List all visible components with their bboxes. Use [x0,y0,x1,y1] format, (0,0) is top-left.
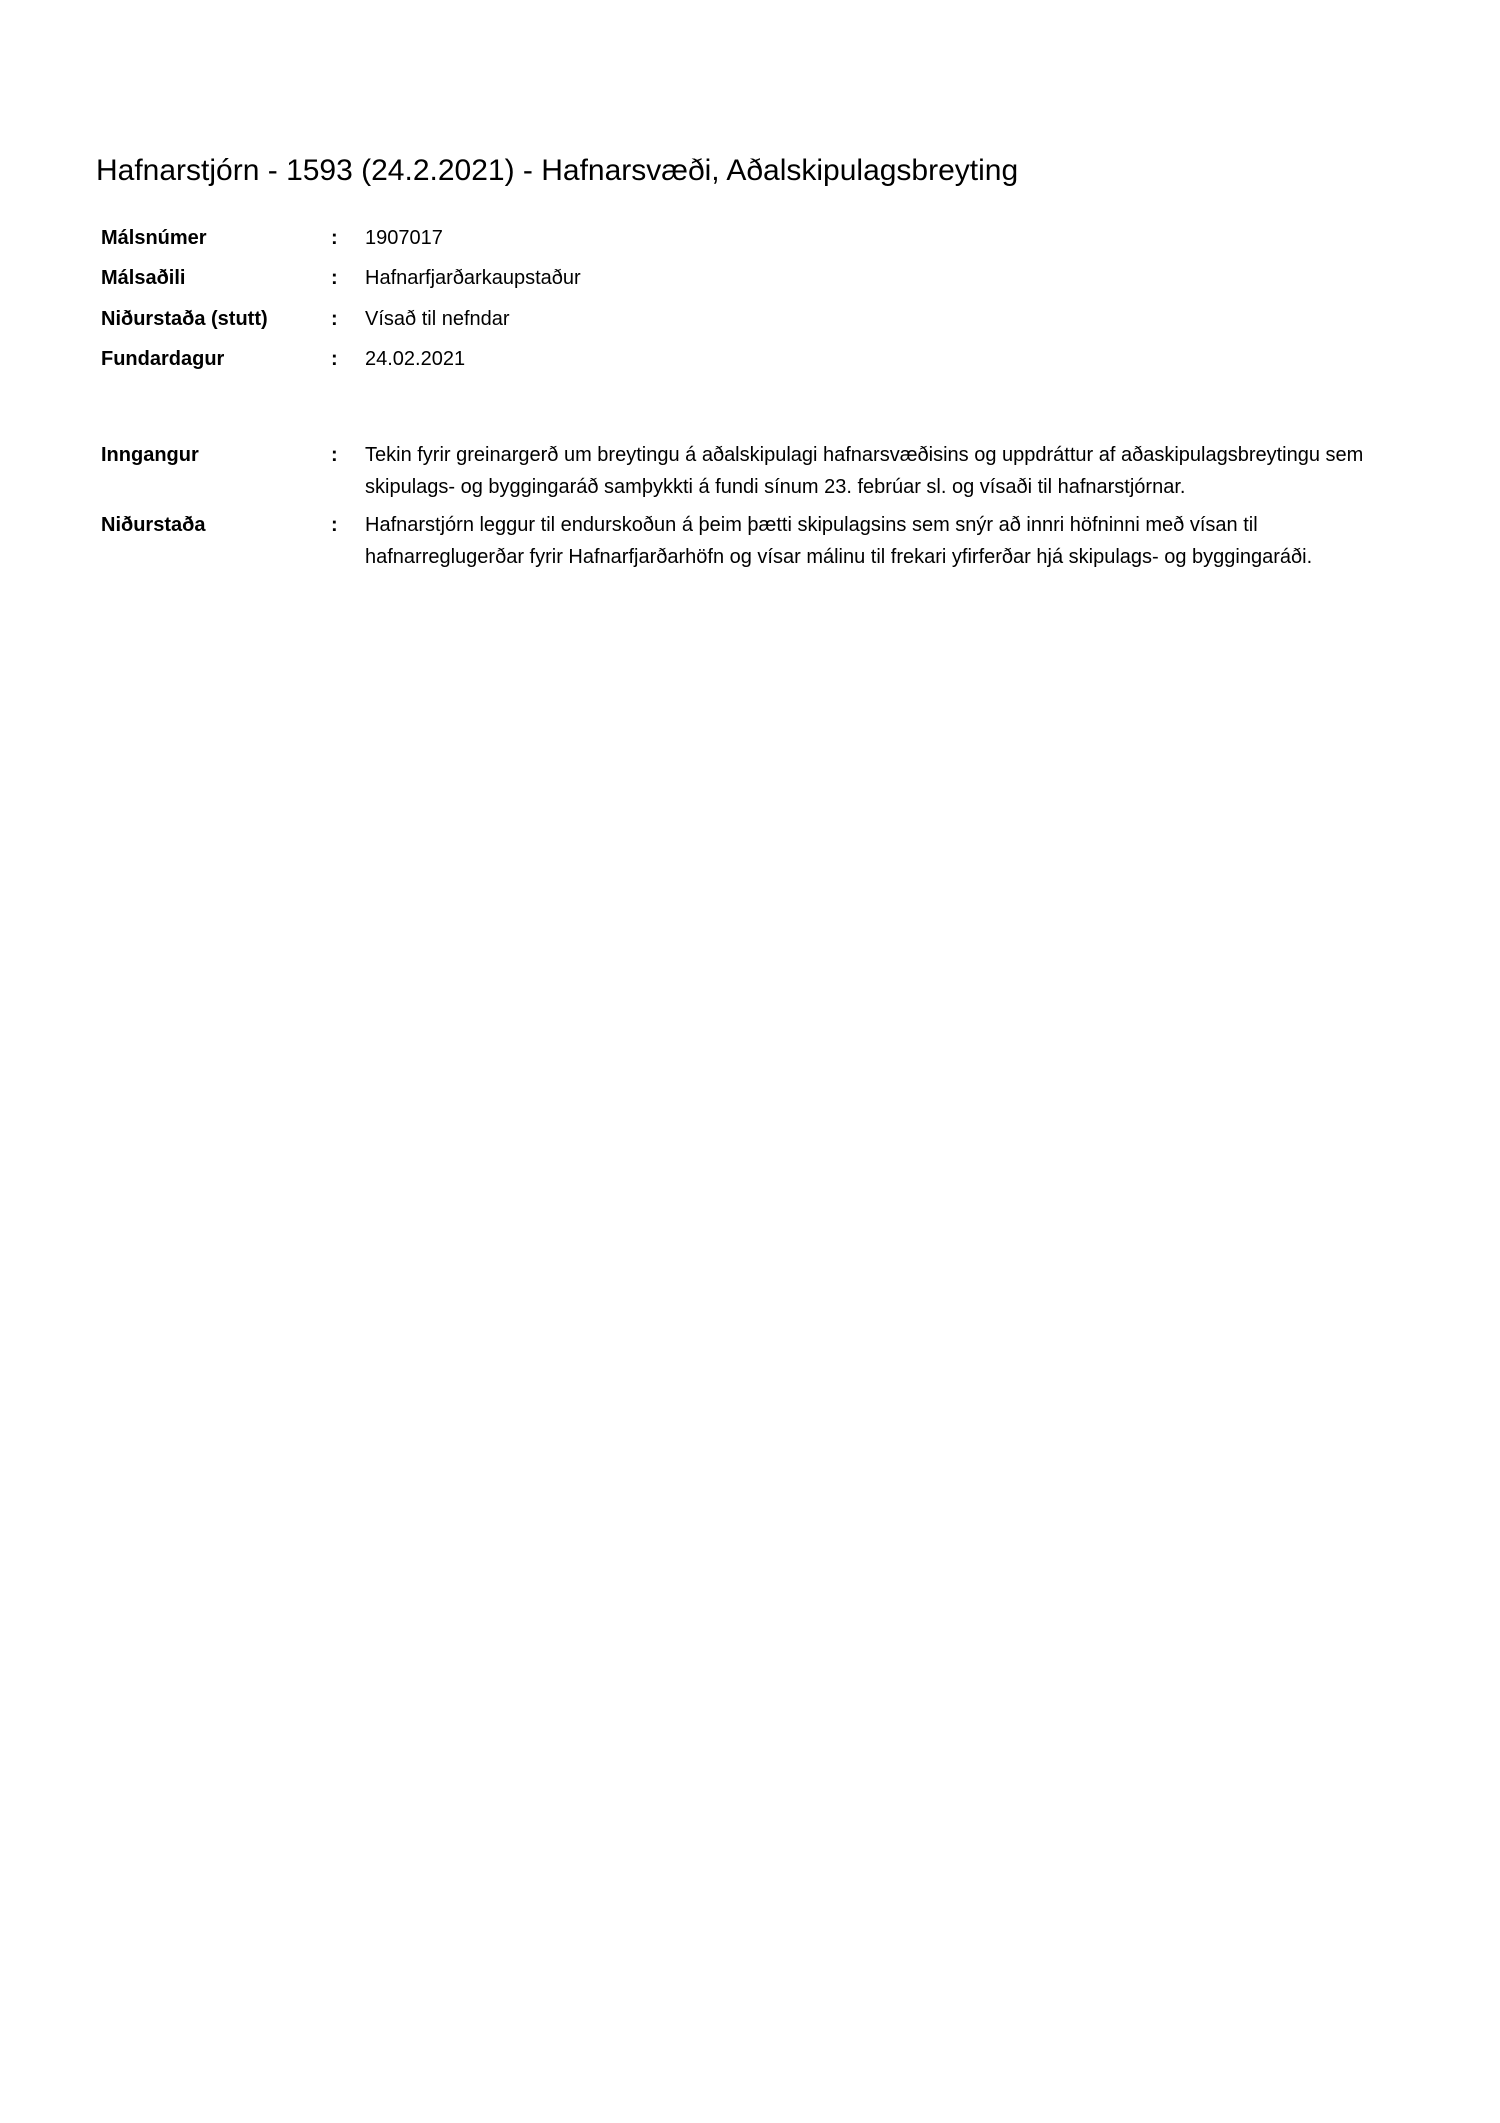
field-label: Niðurstaða (stutt) [101,308,268,330]
field-separator: : [331,308,338,330]
field-separator: : [331,514,338,536]
field-separator: : [331,444,338,466]
field-label: Fundardagur [101,348,225,370]
document-title: Hafnarstjórn - 1593 (24.2.2021) - Hafnarsvæði, Aðalskipulagsbreyting [96,154,1019,187]
field-fundardagur [101,343,1401,375]
field-malsadili [101,262,1401,294]
field-value-line: hafnarreglugerðar fyrir Hafnarfjarðarhöfn og vísar málinu til frekari yfirferðar hjá skipulags- og byggingaráði. [365,546,1313,568]
field-label: Inngangur [101,444,199,466]
field-value [365,509,1500,573]
field-inngangur [101,439,1401,503]
field-value: 1907017 [365,227,443,249]
field-label: Niðurstaða [101,514,206,536]
field-separator: : [331,267,338,289]
field-separator: : [331,227,338,249]
field-value-line: skipulags- og byggingaráð samþykkti á fundi sínum 23. febrúar sl. og vísaði til hafnarstjórnar. [365,476,1186,498]
field-malsnumer [101,222,1401,254]
field-label: Málsnúmer [101,227,207,249]
field-value: Vísað til nefndar [365,308,510,330]
field-value: 24.02.2021 [365,348,466,370]
field-nidurstada [101,509,1401,573]
field-value: Hafnarfjarðarkaupstaður [365,267,581,289]
field-nidurstada-stutt [101,303,1401,335]
field-separator: : [331,348,338,370]
field-label: Málsaðili [101,267,186,289]
field-value [365,439,1500,503]
field-value-line: Tekin fyrir greinargerð um breytingu á aðalskipulagi hafnarsvæðisins og uppdráttur af aðaskipulagsbreytingu sem [365,444,1364,466]
field-value-line: Hafnarstjórn leggur til endurskoðun á þeim þætti skipulagsins sem snýr að innri höfninni með vísan til [365,514,1258,536]
